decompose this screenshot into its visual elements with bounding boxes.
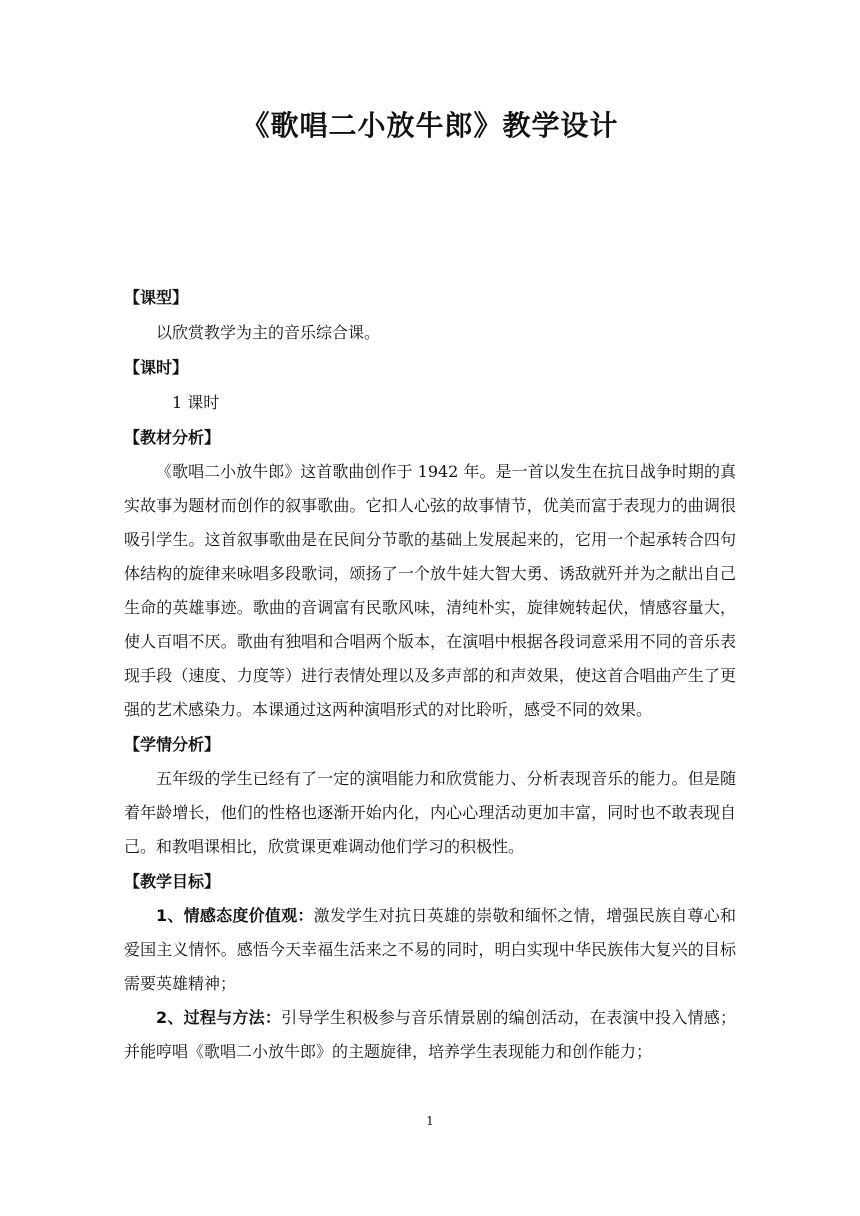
objective-item-process (124, 1001, 736, 1069)
material-analysis-text: 《歌唱二小放牛郎》这首歌曲创作于 1942 年。是一首以发生在抗日战争时期的真实故事为题材而创作的叙事歌曲。它扣人心弦的故事情节，优美而富于表现力的曲调很吸引学生。这首叙事歌曲是在民间分节歌的基础上发展起来的，它用一个起承转合四句体结构的旋律来咏唱多段歌词，颂扬了一个放牛娃大智大勇、诱敌就歼并为之献出自己生命的英雄事迹。歌曲的音调富有民歌风味，清纯朴实，旋律婉转起伏，情感容量大，使人百唱不厌。歌曲有独唱和合唱两个版本，在演唱中根据各段词意采用不同的音乐表现手段（速度、力度等）进行表情处理以及多声部的和声效果，使这首合唱曲产生了更强的艺术感染力。本课通过这两种演唱形式的对比聆听，感受不同的效果。 (124, 462, 736, 719)
section-heading-student-analysis: 【学情分析】 (124, 735, 221, 754)
objective-label: 1、情感态度价值观： (156, 906, 314, 925)
objective-text: 激发学生对抗日英雄的崇敬和缅怀之情，增强民族自尊心和爱国主义情怀。感悟今天幸福生活来之不易的同时，明白实现中华民族伟大复兴的目标需要英雄精神； (124, 906, 736, 993)
document-body (124, 280, 736, 1069)
student-analysis-text: 五年级的学生已经有了一定的演唱能力和欣赏能力、分析表现音乐的能力。但是随着年龄增长，他们的性格也逐渐开始内化，内心心理活动更加丰富，同时也不敢表现自己。和教唱课相比，欣赏课更难调动他们学习的积极性。 (124, 769, 736, 856)
lesson-hours-text: 1 课时 (172, 393, 220, 412)
section-heading-objectives: 【教学目标】 (124, 872, 221, 891)
objective-item-emotion (124, 899, 736, 1001)
document-title: 《歌唱二小放牛郎》教学设计 (241, 109, 619, 142)
objective-text: 引导学生积极参与音乐情景剧的编创活动，在表演中投入情感；并能哼唱《歌唱二小放牛郎》的主题旋律，培养学生表现能力和创作能力； (124, 1008, 736, 1061)
section-heading-lesson-type: 【课型】 (124, 288, 189, 307)
page-number: 1 (426, 1114, 434, 1128)
lesson-type-text: 以欣赏教学为主的音乐综合课。 (156, 323, 381, 342)
section-heading-material-analysis: 【教材分析】 (124, 428, 221, 447)
objective-label: 2、过程与方法： (156, 1008, 282, 1027)
section-heading-lesson-hours: 【课时】 (124, 358, 189, 377)
